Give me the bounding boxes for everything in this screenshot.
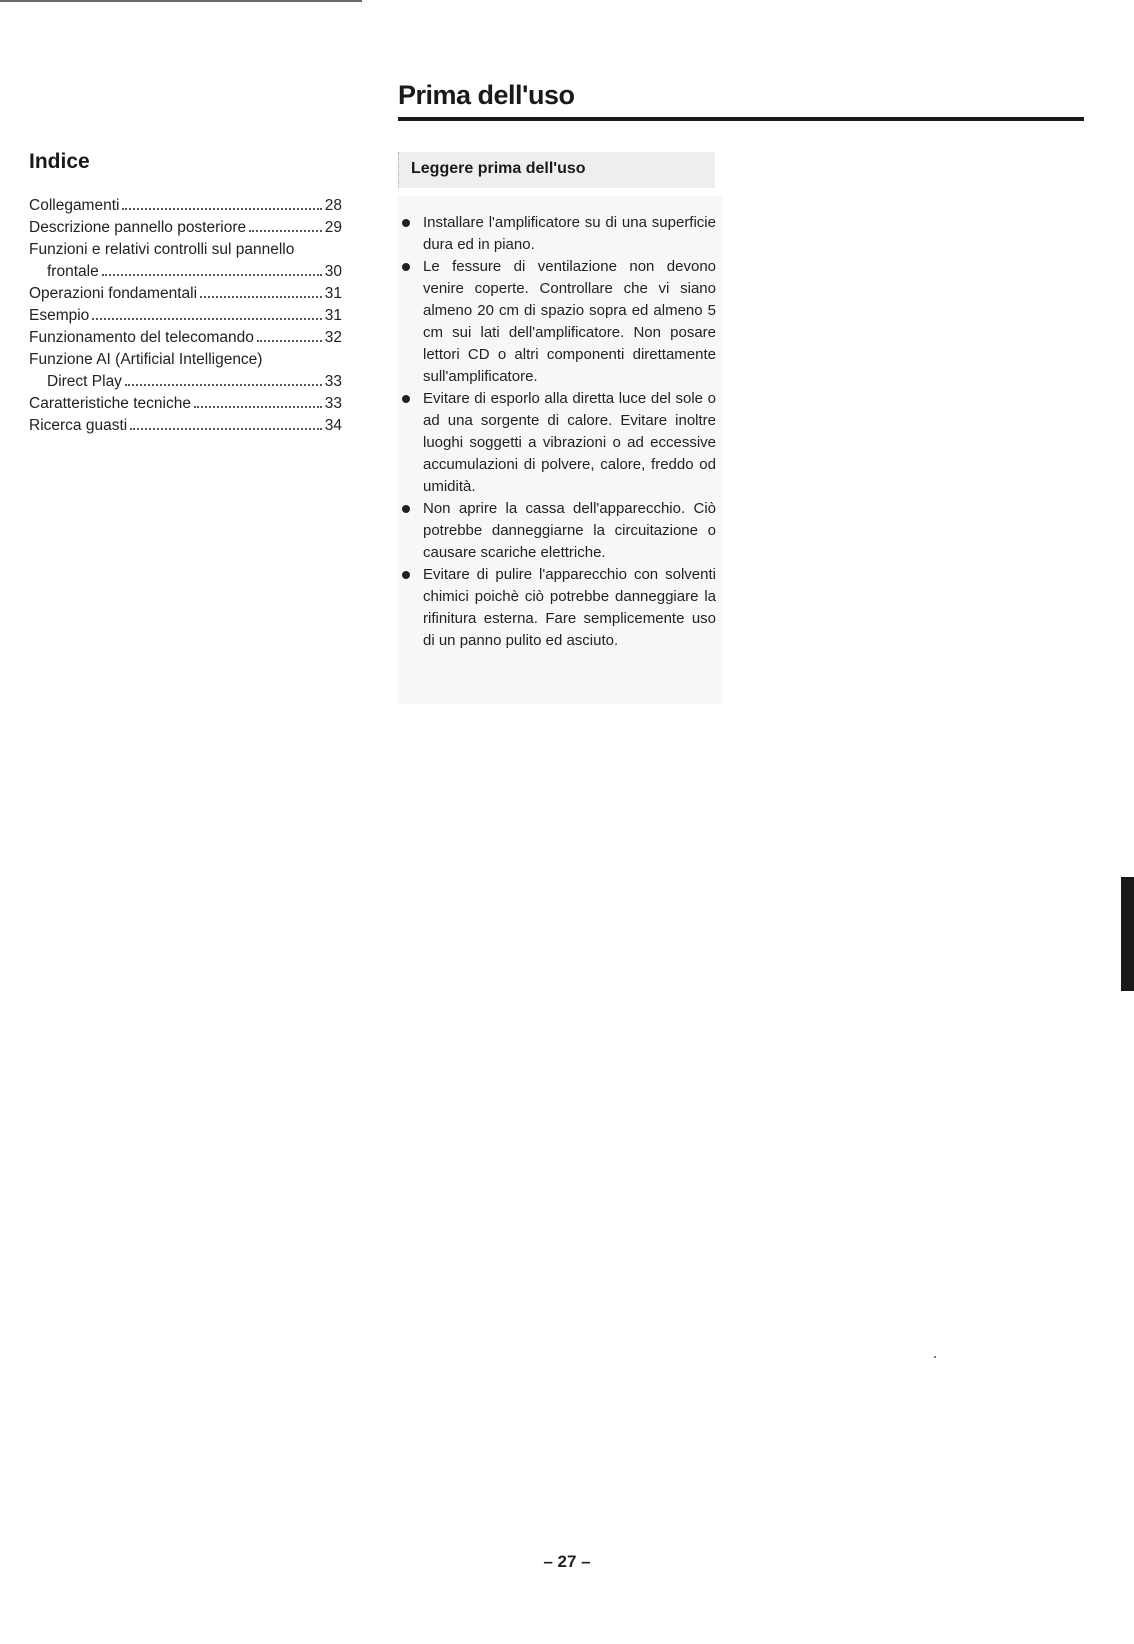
bullet-text: Evitare di esporlo alla diretta luce del sole o ad una sorgente di calore. Evitare inoltre luoghi soggetti a vibrazioni o ad eccessive accumulazioni di polvere, calore, freddo od umidità. — [423, 390, 716, 495]
dot-leader — [125, 384, 322, 386]
index-item-operazioni[interactable] — [29, 283, 342, 305]
index-item-page: 28 — [324, 197, 342, 214]
index-item-telecomando[interactable] — [29, 327, 342, 349]
bullet-icon — [402, 505, 410, 513]
top-rule — [0, 0, 362, 2]
notice-bullet-list — [400, 212, 716, 652]
index-item-label: Collegamenti — [29, 197, 120, 214]
index-item-label-line1: Funzione AI (Artificial Intelligence) — [29, 351, 263, 368]
index-item-collegamenti[interactable] — [29, 195, 342, 217]
scan-speck — [934, 1356, 936, 1358]
index-item-label: Esempio — [29, 307, 90, 324]
dot-leader — [249, 230, 322, 232]
bullet-text: Evitare di pulire l'apparecchio con solventi chimici poichè ciò potrebbe danneggiare la rifinitura esterna. Fare semplicemente uso di un panno pulito ed asciuto. — [423, 566, 716, 649]
index-item-label: frontale — [47, 263, 99, 280]
index-item-ricerca-guasti[interactable] — [29, 415, 342, 437]
dot-leader — [200, 296, 322, 298]
index-heading: Indice — [29, 150, 90, 173]
page-title: Prima dell'uso — [398, 80, 575, 110]
index-item-esempio[interactable] — [29, 305, 342, 327]
index-item-label-line1: Funzioni e relativi controlli sul pannello — [29, 241, 295, 258]
page-number: – 27 – — [543, 1552, 591, 1571]
index-item-page: 30 — [324, 263, 342, 280]
dot-leader — [92, 318, 321, 320]
index-item-page: 33 — [324, 395, 342, 412]
dot-leader — [257, 340, 322, 342]
bullet-icon — [402, 219, 410, 227]
index-item-page: 31 — [324, 307, 342, 324]
bullet-text: Le fessure di ventilazione non devono venire coperte. Controllare che vi siano almeno 20 cm di spazio sopra ed almeno 5 cm sui lati dell'amplificatore. Non posare lettori CD o altri componenti direttamente sull'amplificatore. — [423, 258, 716, 385]
dot-leader — [122, 208, 321, 210]
dot-leader — [130, 428, 322, 430]
list-item — [400, 498, 716, 564]
index-item-label: Funzionamento del telecomando — [29, 329, 254, 346]
index-item-page: 31 — [324, 285, 342, 302]
index-item-label: Caratteristiche tecniche — [29, 395, 191, 412]
list-item — [400, 388, 716, 498]
index-item-label: Descrizione pannello posteriore — [29, 219, 247, 236]
list-item — [400, 212, 716, 256]
dot-leader — [102, 274, 322, 276]
notice-subheading: Leggere prima dell'uso — [411, 160, 586, 177]
index-item-label: Direct Play — [47, 373, 122, 390]
index-list — [29, 195, 342, 437]
title-rule — [398, 117, 1084, 121]
index-item-funzione-ai[interactable] — [29, 349, 342, 393]
index-item-pannello-posteriore[interactable] — [29, 217, 342, 239]
index-item-caratteristiche[interactable] — [29, 393, 342, 415]
list-item — [400, 564, 716, 652]
index-item-page: 32 — [324, 329, 342, 346]
bullet-text: Non aprire la cassa dell'apparecchio. Ciò potrebbe danneggiarne la circuitazione o causare scariche elettriche. — [423, 500, 716, 561]
bullet-text: Installare l'amplificatore su di una superficie dura ed in piano. — [423, 214, 716, 253]
index-item-label: Ricerca guasti — [29, 417, 128, 434]
dot-leader — [194, 406, 322, 408]
index-item-pannello-frontale[interactable] — [29, 239, 342, 283]
list-item — [400, 256, 716, 388]
index-item-page: 29 — [324, 219, 342, 236]
bullet-icon — [402, 395, 410, 403]
index-item-page: 34 — [324, 417, 342, 434]
bullet-icon — [402, 263, 410, 271]
bullet-icon — [402, 571, 410, 579]
index-item-label: Operazioni fondamentali — [29, 285, 198, 302]
language-side-tab — [1121, 877, 1134, 991]
index-item-page: 33 — [324, 373, 342, 390]
